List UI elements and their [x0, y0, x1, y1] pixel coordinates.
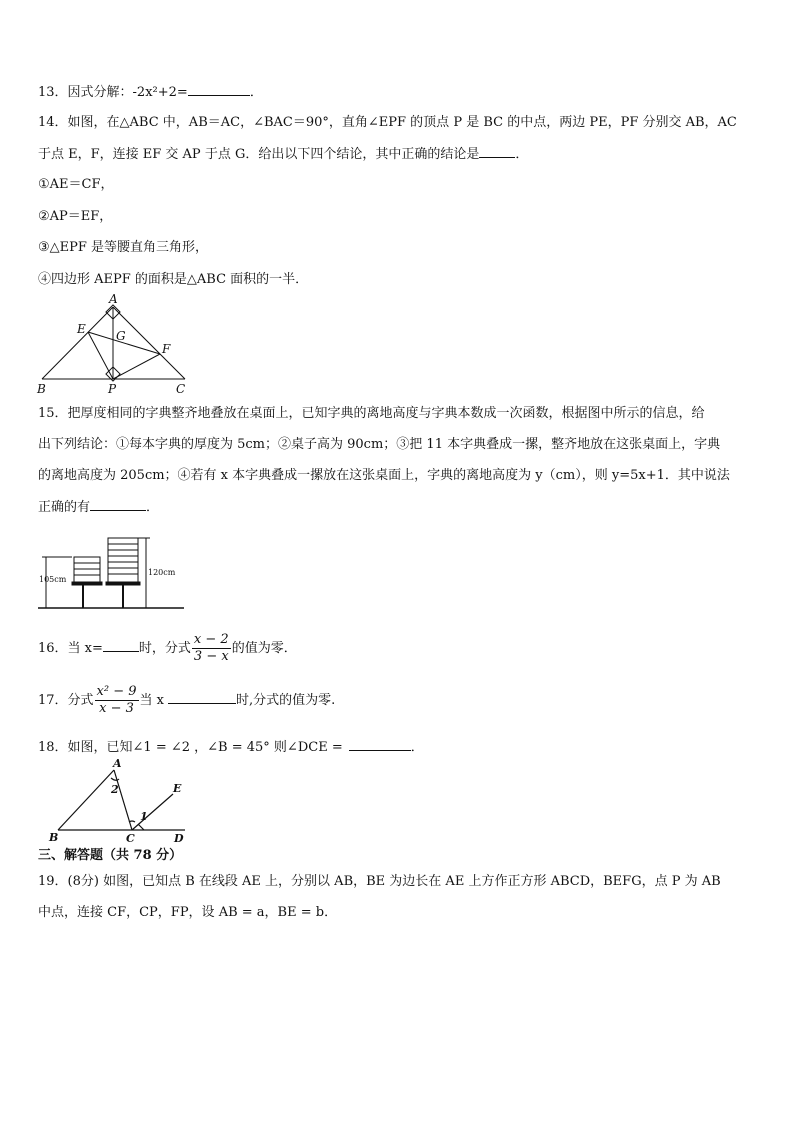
label-c: C [176, 382, 186, 396]
line-ac [114, 770, 132, 830]
q16-denominator: 3 − x [193, 649, 229, 664]
q18-angle-figure [40, 758, 190, 844]
label-a: A [109, 292, 118, 306]
angle-2-arc [111, 778, 119, 780]
right-dictionary-stack [108, 538, 138, 582]
q14-option-4: ④四边形 AEPF 的面积是△ABC 面积的一半． [38, 272, 309, 287]
q17-numerator: x² − 9 [96, 684, 137, 699]
q15-line4-text: 正确的有 [38, 500, 91, 515]
segment-pe [88, 332, 113, 379]
label-b: B [37, 382, 46, 396]
label-105cm: 105cm [39, 575, 67, 584]
angle-c-arc [129, 821, 135, 822]
label-f: F [162, 342, 171, 356]
q16-answer-blank[interactable] [103, 639, 139, 652]
q14-triangle-figure [30, 292, 200, 396]
q14-line1: 14．如图，在△ABC 中，AB＝AC，∠BAC＝90°，直角∠EPF 的顶点 P 是 BC 的中点，两边 PE，PF 分别交 AB，AC [38, 115, 737, 130]
q13-text: 13．因式分解：-2x²+2= [38, 85, 188, 100]
q14-answer-blank[interactable] [479, 145, 515, 158]
label-2: 2 [111, 783, 119, 796]
q18-text: 18．如图，已知∠1 = ∠2 ，∠B = 45° 则∠DCE = [38, 740, 343, 755]
label-e: E [173, 782, 182, 795]
q18-end: ． [410, 740, 424, 755]
q14-line2-text: 于点 E，F，连接 EF 交 AP 于点 G．给出以下四个结论，其中正确的结论是 [38, 147, 480, 162]
segment-pf [113, 354, 160, 379]
angle-1-arc [138, 824, 144, 830]
section-3-heading: 三、解答题（共 78 分） [38, 848, 183, 863]
q18-answer-blank[interactable] [349, 738, 411, 751]
label-c: C [126, 832, 135, 844]
q16-mid: 时，分式 [138, 641, 191, 656]
q14-option-2: ②AP＝EF， [38, 209, 113, 224]
q16-prefix: 16．当 x= [38, 641, 103, 656]
q17-denominator: x − 3 [99, 701, 134, 716]
q15-line2: 出下列结论：①每本字典的厚度为 5cm；②桌子高为 90cm；③把 11 本字典叠成一摞，整齐地放在这张桌面上，字典 [38, 437, 721, 452]
question-13 [38, 83, 263, 102]
q15-line4 [38, 498, 159, 517]
q14-option-3: ③△EPF 是等腰直角三角形， [38, 240, 209, 255]
q13-answer-blank[interactable] [188, 83, 250, 96]
label-1: 1 [140, 810, 148, 823]
q15-line1: 15．把厚度相同的字典整齐地叠放在桌面上，已知字典的离地高度与字典本数成一次函数，根据图中所示的信息，给 [38, 406, 705, 421]
side-ab [42, 307, 113, 379]
q19-line2: 中点，连接 CF，CP，FP，设 AB = a，BE = b． [38, 905, 338, 920]
label-g: G [116, 329, 126, 343]
q15-line3: 的离地高度为 205cm；④若有 x 本字典叠成一摞放在这张桌面上，字典的离地高度为 y（cm），则 y=5x+1．其中说法 [38, 468, 730, 483]
line-ba [58, 770, 114, 830]
q17-answer-blank[interactable] [168, 691, 236, 704]
label-b: B [49, 831, 59, 844]
q16-suffix: 的值为零． [231, 641, 297, 656]
label-120cm: 120cm [148, 568, 176, 577]
q13-end: ． [249, 85, 263, 100]
q16-fraction [192, 632, 231, 665]
q19-line1: 19．(8分) 如图，已知点 B 在线段 AE 上，分别以 AB，BE 为边长在 AE 上方作正方形 ABCD，BEFG，点 P 为 AB [38, 874, 721, 889]
q15-answer-blank[interactable] [90, 498, 146, 511]
q14-line2-end: ． [515, 147, 529, 162]
q17-prefix: 17．分式 [38, 693, 94, 708]
question-17 [38, 682, 335, 720]
label-d: D [174, 832, 184, 844]
q15-line4-end: ． [146, 500, 160, 515]
label-a: A [113, 758, 122, 770]
q16-numerator: x − 2 [193, 632, 229, 647]
q14-option-1: ①AE＝CF， [38, 177, 114, 192]
question-16 [38, 630, 297, 668]
q15-dictionary-figure [38, 532, 184, 612]
label-p: P [108, 382, 117, 396]
q17-fraction [95, 684, 139, 717]
question-18 [38, 738, 424, 757]
label-e: E [77, 322, 86, 336]
q17-suffix: 时,分式的值为零. [236, 693, 336, 708]
q17-mid: 当 x [139, 693, 164, 708]
q14-line2 [38, 145, 528, 164]
